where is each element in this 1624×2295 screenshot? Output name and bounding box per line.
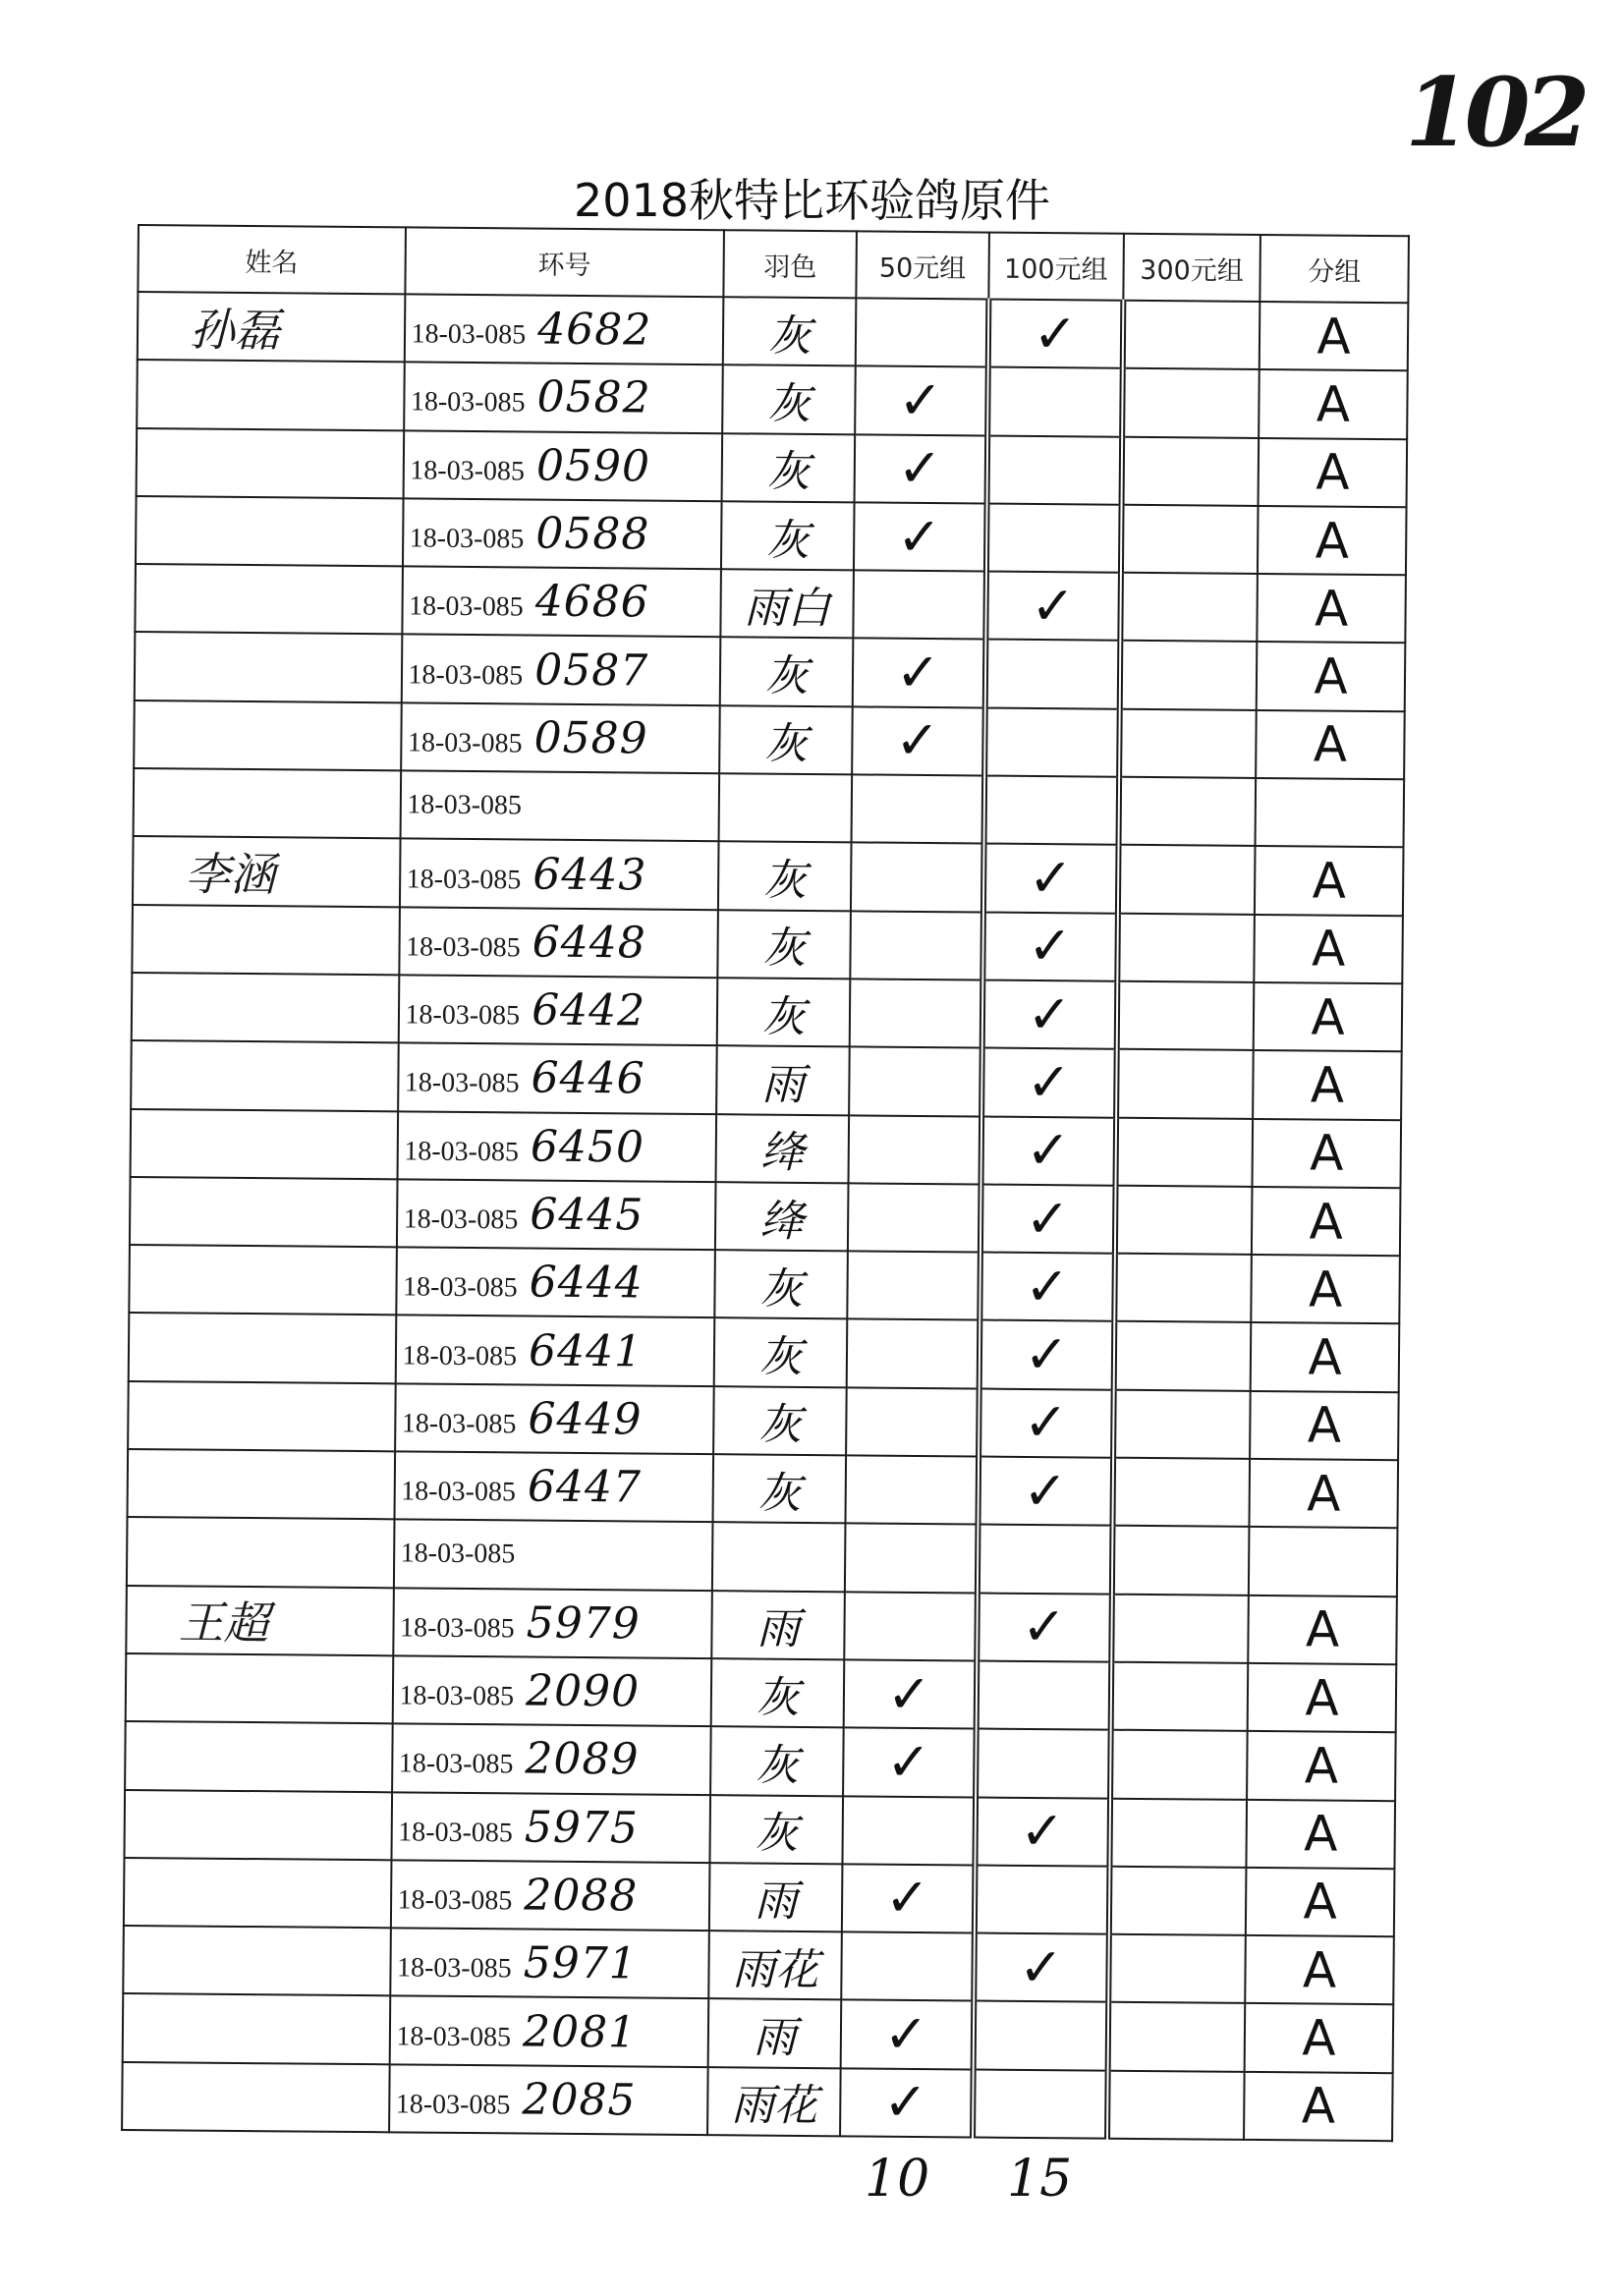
ring-prefix: 18-03-085: [396, 2020, 512, 2052]
check-100-group: [986, 435, 1121, 504]
owner-name: [123, 1926, 390, 1996]
check-300-group: [1107, 2070, 1245, 2140]
owner-name: [124, 1858, 391, 1929]
check-50-group: [847, 1319, 980, 1388]
group-mark: A: [1249, 1595, 1397, 1665]
check-100-group: ✓: [985, 572, 1120, 641]
ring-number: 4686: [534, 576, 650, 628]
feather-color: 灰: [718, 842, 851, 911]
check-50-group: ✓: [855, 434, 987, 503]
ring-number: 5971: [523, 1937, 638, 1989]
group-mark: A: [1247, 1799, 1395, 1869]
check-100-group: ✓: [979, 1320, 1113, 1389]
owner-name: [129, 1313, 396, 1383]
ring-cell: [403, 430, 722, 501]
table-row: [135, 632, 1406, 711]
check-300-group: [1110, 1662, 1248, 1732]
table-row: [123, 1993, 1394, 2073]
check-50-group: [850, 979, 982, 1047]
check-50-group: [852, 774, 984, 843]
ring-cell: [390, 1860, 709, 1931]
check-100-group: ✓: [977, 1593, 1111, 1661]
feather-color: 灰: [714, 1318, 847, 1387]
ring-cell: [389, 2064, 708, 2135]
check-300-group: [1121, 436, 1259, 506]
table-body: [122, 292, 1408, 2141]
feather-color: 灰: [711, 1658, 844, 1727]
check-300-group: [1110, 1730, 1248, 1800]
owner-name: 李涵: [133, 836, 400, 907]
check-100-group: ✓: [988, 300, 1123, 368]
owner-name: [126, 1653, 393, 1724]
group-mark: A: [1250, 1459, 1398, 1529]
feather-color: 雨花: [707, 2067, 840, 2136]
feather-color: 灰: [713, 1386, 846, 1455]
check-100-group: ✓: [981, 1048, 1116, 1117]
group-mark: A: [1252, 1255, 1400, 1324]
ring-prefix: 18-03-085: [408, 590, 524, 623]
owner-name: [128, 1381, 395, 1452]
ring-number: 2085: [522, 2074, 637, 2126]
table-row: [124, 1789, 1395, 1869]
ring-prefix: 18-03-085: [407, 727, 523, 759]
check-50-group: [846, 1387, 979, 1456]
table-row: [128, 1449, 1399, 1529]
check-50-group: ✓: [852, 706, 984, 775]
feather-color: 灰: [719, 705, 852, 774]
ring-prefix: 18-03-085: [411, 318, 527, 351]
group-mark: A: [1255, 846, 1403, 916]
owner-name: [134, 700, 401, 771]
ring-prefix: 18-03-085: [406, 863, 522, 895]
group-mark: A: [1251, 1322, 1399, 1392]
ring-prefix: 18-03-085: [410, 386, 526, 419]
check-50-group: [845, 1524, 978, 1593]
table-row: [126, 1653, 1397, 1733]
ring-number: 2089: [525, 1733, 640, 1785]
group-mark: A: [1259, 369, 1407, 439]
ring-number: 5979: [526, 1597, 641, 1650]
ring-cell: [399, 839, 718, 910]
owner-name: [127, 1517, 394, 1588]
feather-color: 灰: [718, 910, 851, 979]
table-row: [131, 1040, 1402, 1120]
check-100-group: [975, 1865, 1109, 1933]
group-mark: A: [1253, 1119, 1401, 1189]
check-300-group: [1115, 1117, 1253, 1187]
group-mark: [1249, 1527, 1397, 1596]
check-50-group: ✓: [855, 366, 987, 435]
check-100-group: [984, 707, 1119, 776]
check-300-group: [1118, 777, 1256, 847]
ring-prefix: 18-03-085: [410, 455, 526, 487]
table-row: [122, 2062, 1393, 2142]
check-50-group: [849, 1115, 981, 1184]
check-100-group: [983, 776, 1118, 845]
page-number: 102: [1405, 57, 1585, 168]
check-50-group: ✓: [854, 502, 986, 571]
group-mark: A: [1259, 438, 1407, 508]
feather-color: 灰: [710, 1795, 843, 1864]
table-row: [127, 1517, 1398, 1596]
group-mark: A: [1246, 1868, 1394, 1937]
owner-name: [131, 1109, 398, 1180]
ring-cell: [395, 1383, 714, 1454]
feather-color: 灰: [722, 365, 855, 434]
check-100-group: ✓: [982, 912, 1117, 980]
ring-prefix: 18-03-085: [397, 1884, 513, 1917]
owner-name: [128, 1449, 395, 1520]
check-100-group: ✓: [979, 1388, 1113, 1457]
header-ring: 环号: [405, 227, 724, 297]
check-50-group: [841, 1931, 974, 2000]
feather-color: 雨: [712, 1591, 845, 1659]
check-300-group: [1119, 709, 1257, 779]
header-name: 姓名: [138, 225, 405, 294]
check-100-group: [976, 1660, 1110, 1729]
ring-cell: [393, 1520, 712, 1591]
group-mark: A: [1247, 1731, 1395, 1801]
table-row: [137, 360, 1408, 439]
check-300-group: [1113, 1389, 1251, 1459]
table-row: [137, 428, 1408, 508]
owner-name: [125, 1721, 392, 1792]
group-mark: A: [1256, 710, 1404, 780]
ring-prefix: 18-03-085: [398, 1748, 514, 1780]
ring-cell: [404, 294, 723, 364]
check-50-group: [850, 911, 982, 980]
check-50-group: [844, 1592, 977, 1660]
check-50-group: ✓: [840, 2068, 973, 2137]
owner-name: [132, 905, 399, 976]
feather-color: 雨白: [721, 569, 854, 638]
check-100-group: ✓: [974, 1933, 1108, 2002]
feather-color: 灰: [715, 1250, 848, 1318]
ring-cell: [401, 702, 720, 773]
check-100-group: [985, 640, 1120, 708]
ring-number: 0590: [535, 440, 651, 492]
ring-prefix: 18-03-085: [407, 789, 523, 821]
group-mark: [1256, 778, 1404, 848]
ring-number: 6448: [532, 917, 646, 969]
table-row: [138, 292, 1409, 371]
page-title: 2018秋特比环验鸽原件: [573, 174, 1051, 227]
feather-color: 灰: [710, 1726, 843, 1795]
check-50-group: ✓: [853, 639, 985, 707]
feather-color: 雨: [716, 1045, 849, 1114]
ring-number: 6449: [528, 1393, 643, 1445]
check-50-group: [848, 1183, 980, 1252]
ring-prefix: 18-03-085: [401, 1408, 517, 1440]
ring-cell: [402, 498, 721, 569]
ring-prefix: 18-03-085: [399, 1612, 515, 1645]
owner-name: [137, 360, 404, 430]
ring-cell: [397, 1111, 716, 1182]
ring-prefix: 18-03-085: [399, 1680, 515, 1712]
table-row: [135, 564, 1406, 644]
group-mark: A: [1246, 1935, 1394, 2005]
table-row: [128, 1381, 1399, 1461]
table-row: [124, 1858, 1395, 1937]
check-300-group: [1117, 845, 1255, 915]
check-300-group: [1114, 1254, 1252, 1323]
check-50-group: [847, 1252, 980, 1320]
check-300-group: [1119, 641, 1257, 710]
ring-prefix: 18-03-085: [401, 1476, 517, 1508]
table-row: [125, 1721, 1396, 1801]
header-row: [138, 225, 1409, 303]
check-300-group: [1114, 1186, 1252, 1256]
feather-color: 灰: [722, 433, 855, 502]
owner-name: [136, 496, 403, 567]
check-300-group: [1117, 913, 1255, 982]
ring-number: 6450: [530, 1121, 645, 1173]
check-300-group: [1109, 1798, 1247, 1868]
table-row: [134, 768, 1405, 848]
ring-number: 0588: [535, 508, 650, 560]
table-row: [132, 905, 1403, 984]
ring-prefix: 18-03-085: [405, 999, 521, 1032]
ring-prefix: 18-03-085: [404, 1067, 520, 1099]
feather-color: 灰: [713, 1454, 846, 1523]
group-mark: A: [1260, 302, 1408, 371]
ring-prefix: 18-03-085: [409, 523, 525, 555]
check-300-group: [1107, 2002, 1245, 2072]
check-300-group: [1120, 505, 1258, 575]
feather-color: 灰: [721, 501, 854, 570]
group-mark: A: [1257, 642, 1405, 711]
ring-prefix: 18-03-085: [408, 659, 524, 692]
ring-cell: [404, 363, 723, 433]
header-100-group: 100元组: [988, 233, 1123, 301]
check-50-group: [842, 1796, 975, 1865]
table-row: [129, 1313, 1400, 1392]
check-100-group: [973, 2001, 1107, 2070]
check-50-group: ✓: [841, 2000, 974, 2069]
check-300-group: [1111, 1526, 1249, 1595]
owner-name: [123, 1993, 390, 2064]
ring-prefix: 18-03-085: [400, 1538, 516, 1570]
table-row: [133, 836, 1404, 916]
ring-prefix: 18-03-085: [404, 1136, 520, 1168]
check-100-group: [978, 1525, 1112, 1594]
ring-cell: [399, 907, 718, 978]
group-mark: A: [1248, 1663, 1396, 1733]
header-300-group: 300元组: [1123, 234, 1260, 302]
check-50-group: [856, 298, 988, 366]
check-50-group: ✓: [842, 1864, 975, 1932]
group-mark: A: [1258, 506, 1406, 576]
ring-cell: [398, 975, 717, 1045]
check-100-group: [976, 1729, 1110, 1798]
ring-prefix: 18-03-085: [398, 1817, 514, 1849]
pigeon-verification-table: [121, 224, 1410, 2142]
owner-name: [135, 564, 402, 635]
check-100-group: ✓: [983, 844, 1118, 913]
ring-cell: [393, 1588, 712, 1658]
table-row: [132, 973, 1403, 1052]
header-color: 羽色: [724, 230, 857, 298]
header-group: 分组: [1260, 235, 1409, 303]
ring-cell: [401, 635, 720, 705]
ring-cell: [390, 1928, 709, 1998]
feather-color: 绛: [716, 1114, 849, 1183]
check-100-group: ✓: [980, 1253, 1114, 1321]
check-100-group: [986, 503, 1121, 572]
table-row: [126, 1586, 1397, 1665]
owner-name: [135, 632, 402, 702]
ring-number: 0582: [536, 371, 651, 424]
total-50-group: 10: [865, 2150, 930, 2209]
owner-name: 王超: [126, 1586, 393, 1656]
table-row: [134, 700, 1405, 780]
check-300-group: [1108, 1867, 1246, 1936]
ring-cell: [396, 1247, 715, 1317]
ring-cell: [392, 1724, 711, 1795]
check-300-group: [1112, 1458, 1250, 1528]
group-mark: A: [1258, 574, 1406, 644]
owner-name: [130, 1177, 397, 1248]
table-row: [123, 1926, 1394, 2005]
owner-name: [124, 1789, 391, 1860]
ring-prefix: 18-03-085: [405, 931, 521, 964]
group-mark: A: [1255, 915, 1403, 984]
group-mark: A: [1254, 982, 1402, 1052]
header-50-group: 50元组: [856, 231, 988, 299]
ring-cell: [394, 1451, 713, 1522]
ring-number: 6446: [531, 1052, 645, 1104]
ring-number: 0587: [533, 644, 649, 697]
group-mark: A: [1250, 1391, 1398, 1461]
check-50-group: [849, 1047, 981, 1116]
total-100-group: 15: [1007, 2150, 1073, 2209]
ring-cell: [389, 1996, 708, 2067]
ring-cell: [395, 1315, 714, 1386]
ring-cell: [398, 1043, 717, 1114]
check-100-group: ✓: [981, 980, 1116, 1049]
ring-cell: [396, 1179, 715, 1250]
group-mark: A: [1253, 1050, 1401, 1120]
ring-prefix: 18-03-085: [402, 1339, 518, 1372]
check-300-group: [1113, 1321, 1251, 1391]
ring-cell: [402, 567, 721, 638]
owner-name: 孙磊: [138, 292, 405, 363]
check-100-group: [987, 367, 1122, 436]
ring-cell: [392, 1655, 711, 1726]
feather-color: 灰: [723, 297, 856, 365]
check-100-group: ✓: [980, 1184, 1115, 1253]
table-row: [131, 1109, 1402, 1189]
feather-color: 绛: [715, 1182, 848, 1251]
ring-prefix: 18-03-085: [402, 1271, 518, 1304]
feather-color: 雨花: [709, 1931, 842, 1999]
owner-name: [131, 1040, 398, 1111]
check-100-group: ✓: [978, 1457, 1112, 1526]
ring-prefix: 18-03-085: [396, 1952, 512, 1985]
group-mark: A: [1252, 1187, 1400, 1257]
ring-number: 2090: [525, 1665, 641, 1717]
ring-prefix: 18-03-085: [395, 2089, 511, 2121]
feather-color: [719, 773, 852, 842]
ring-number: 6447: [527, 1461, 643, 1513]
check-300-group: [1108, 1934, 1246, 2004]
ring-number: 2081: [522, 2006, 638, 2058]
check-100-group: [973, 2069, 1107, 2138]
ring-prefix: 18-03-085: [403, 1203, 519, 1236]
check-300-group: [1120, 573, 1258, 643]
check-50-group: [851, 843, 983, 912]
check-100-group: ✓: [975, 1797, 1109, 1866]
feather-color: 灰: [717, 978, 850, 1046]
ring-number: 6442: [531, 984, 646, 1036]
feather-color: 雨: [708, 1999, 841, 2068]
table-row: [136, 496, 1407, 576]
owner-name: [132, 973, 399, 1043]
ring-number: 5975: [524, 1802, 640, 1854]
check-50-group: ✓: [844, 1659, 977, 1728]
ring-number: 2088: [524, 1870, 639, 1922]
feather-color: [712, 1523, 845, 1592]
ring-number: 0589: [533, 712, 648, 764]
check-100-group: ✓: [980, 1116, 1115, 1185]
check-300-group: [1111, 1594, 1249, 1663]
table-row: [129, 1245, 1400, 1324]
check-50-group: [853, 571, 985, 640]
check-300-group: [1122, 301, 1260, 370]
ring-number: 6443: [532, 849, 647, 901]
owner-name: [134, 768, 401, 839]
check-300-group: [1122, 368, 1260, 438]
table-row: [130, 1177, 1401, 1257]
ring-number: 6441: [528, 1325, 644, 1377]
ring-cell: [391, 1792, 710, 1863]
check-300-group: [1116, 981, 1254, 1051]
owner-name: [137, 428, 404, 499]
check-50-group: ✓: [843, 1728, 976, 1797]
ring-number: 6445: [530, 1189, 644, 1241]
owner-name: [129, 1245, 396, 1315]
owner-name: [122, 2062, 389, 2133]
group-mark: A: [1244, 2072, 1392, 2142]
ring-number: 6444: [529, 1257, 644, 1309]
feather-color: 灰: [720, 638, 853, 706]
check-50-group: [846, 1455, 979, 1524]
ring-number: 4682: [537, 304, 652, 356]
ring-cell: [400, 770, 719, 841]
check-300-group: [1116, 1049, 1254, 1119]
feather-color: 雨: [709, 1863, 842, 1931]
group-mark: A: [1245, 2003, 1393, 2073]
